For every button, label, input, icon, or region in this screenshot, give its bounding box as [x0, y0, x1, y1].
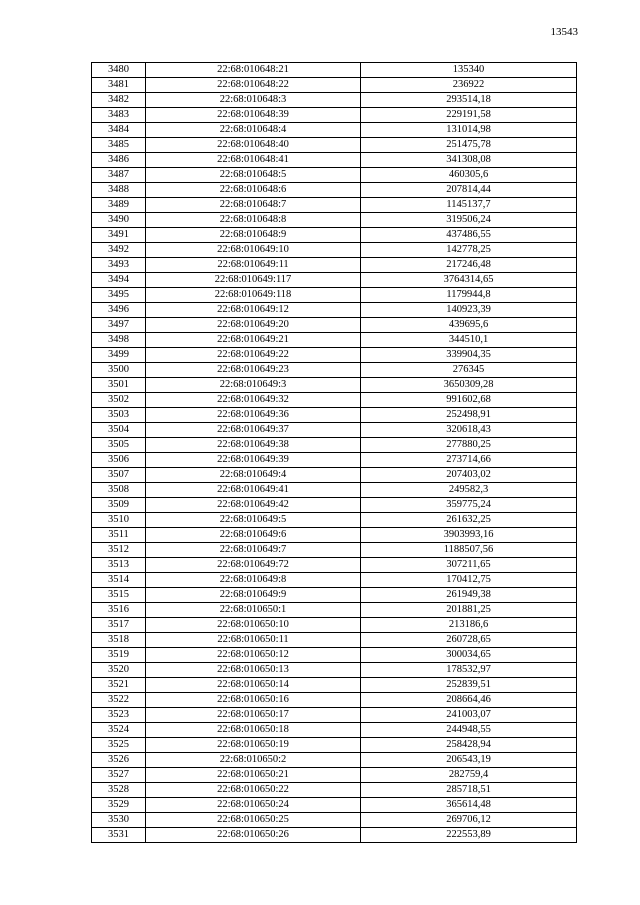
cadastral-number-cell: 22:68:010649:9 [146, 588, 361, 603]
value-cell: 300034,65 [361, 648, 577, 663]
table-row [92, 408, 577, 423]
cadastral-number-cell: 22:68:010650:13 [146, 663, 361, 678]
value-cell: 206543,19 [361, 753, 577, 768]
table-row [92, 273, 577, 288]
cadastral-number-cell: 22:68:010650:22 [146, 783, 361, 798]
table-row [92, 618, 577, 633]
row-number-cell: 3495 [92, 288, 146, 303]
table-row [92, 588, 577, 603]
table-row [92, 828, 577, 843]
value-cell: 142778,25 [361, 243, 577, 258]
cadastral-number-cell: 22:68:010650:18 [146, 723, 361, 738]
cadastral-number-cell: 22:68:010649:6 [146, 528, 361, 543]
row-number-cell: 3494 [92, 273, 146, 288]
cadastral-number-cell: 22:68:010649:32 [146, 393, 361, 408]
table-row [92, 153, 577, 168]
cadastral-number-cell: 22:68:010649:21 [146, 333, 361, 348]
cadastral-number-cell: 22:68:010648:8 [146, 213, 361, 228]
table-body [92, 63, 577, 843]
row-number-cell: 3525 [92, 738, 146, 753]
cadastral-number-cell: 22:68:010649:8 [146, 573, 361, 588]
table-row [92, 498, 577, 513]
row-number-cell: 3501 [92, 378, 146, 393]
row-number-cell: 3530 [92, 813, 146, 828]
row-number-cell: 3523 [92, 708, 146, 723]
value-cell: 261949,38 [361, 588, 577, 603]
value-cell: 3903993,16 [361, 528, 577, 543]
value-cell: 282759,4 [361, 768, 577, 783]
value-cell: 437486,55 [361, 228, 577, 243]
cadastral-number-cell: 22:68:010648:39 [146, 108, 361, 123]
table-row [92, 603, 577, 618]
value-cell: 201881,25 [361, 603, 577, 618]
value-cell: 170412,75 [361, 573, 577, 588]
cadastral-number-cell: 22:68:010649:42 [146, 498, 361, 513]
row-number-cell: 3518 [92, 633, 146, 648]
table-row [92, 558, 577, 573]
row-number-cell: 3522 [92, 693, 146, 708]
table-row [92, 423, 577, 438]
table-row [92, 123, 577, 138]
row-number-cell: 3493 [92, 258, 146, 273]
row-number-cell: 3499 [92, 348, 146, 363]
row-number-cell: 3480 [92, 63, 146, 78]
table-row [92, 213, 577, 228]
cadastral-number-cell: 22:68:010650:2 [146, 753, 361, 768]
row-number-cell: 3519 [92, 648, 146, 663]
row-number-cell: 3488 [92, 183, 146, 198]
table-row [92, 363, 577, 378]
row-number-cell: 3516 [92, 603, 146, 618]
table-row [92, 468, 577, 483]
table-row [92, 693, 577, 708]
cadastral-number-cell: 22:68:010649:41 [146, 483, 361, 498]
row-number-cell: 3508 [92, 483, 146, 498]
table-row [92, 633, 577, 648]
table-row [92, 438, 577, 453]
cadastral-number-cell: 22:68:010650:25 [146, 813, 361, 828]
value-cell: 273714,66 [361, 453, 577, 468]
table-row [92, 108, 577, 123]
cadastral-number-cell: 22:68:010649:23 [146, 363, 361, 378]
table-row [92, 258, 577, 273]
table-row [92, 753, 577, 768]
row-number-cell: 3512 [92, 543, 146, 558]
row-number-cell: 3503 [92, 408, 146, 423]
row-number-cell: 3514 [92, 573, 146, 588]
value-cell: 252498,91 [361, 408, 577, 423]
value-cell: 249582,3 [361, 483, 577, 498]
table-row [92, 288, 577, 303]
row-number-cell: 3517 [92, 618, 146, 633]
cadastral-number-cell: 22:68:010648:5 [146, 168, 361, 183]
row-number-cell: 3504 [92, 423, 146, 438]
value-cell: 131014,98 [361, 123, 577, 138]
row-number-cell: 3496 [92, 303, 146, 318]
table-row [92, 543, 577, 558]
cadastral-number-cell: 22:68:010649:36 [146, 408, 361, 423]
cadastral-number-cell: 22:68:010648:4 [146, 123, 361, 138]
row-number-cell: 3531 [92, 828, 146, 843]
value-cell: 991602,68 [361, 393, 577, 408]
row-number-cell: 3528 [92, 783, 146, 798]
cadastral-number-cell: 22:68:010649:10 [146, 243, 361, 258]
table-row [92, 513, 577, 528]
cadastral-number-cell: 22:68:010649:12 [146, 303, 361, 318]
value-cell: 359775,24 [361, 498, 577, 513]
cadastral-number-cell: 22:68:010649:5 [146, 513, 361, 528]
row-number-cell: 3482 [92, 93, 146, 108]
row-number-cell: 3510 [92, 513, 146, 528]
cadastral-number-cell: 22:68:010649:3 [146, 378, 361, 393]
cadastral-number-cell: 22:68:010648:6 [146, 183, 361, 198]
value-cell: 135340 [361, 63, 577, 78]
value-cell: 319506,24 [361, 213, 577, 228]
value-cell: 365614,48 [361, 798, 577, 813]
row-number-cell: 3513 [92, 558, 146, 573]
cadastral-number-cell: 22:68:010650:10 [146, 618, 361, 633]
row-number-cell: 3485 [92, 138, 146, 153]
cadastral-number-cell: 22:68:010650:1 [146, 603, 361, 618]
cadastral-number-cell: 22:68:010650:19 [146, 738, 361, 753]
value-cell: 293514,18 [361, 93, 577, 108]
value-cell: 3650309,28 [361, 378, 577, 393]
row-number-cell: 3529 [92, 798, 146, 813]
row-number-cell: 3481 [92, 78, 146, 93]
table-row [92, 303, 577, 318]
cadastral-number-cell: 22:68:010650:14 [146, 678, 361, 693]
value-cell: 1188507,56 [361, 543, 577, 558]
row-number-cell: 3484 [92, 123, 146, 138]
cadastral-number-cell: 22:68:010649:117 [146, 273, 361, 288]
table-row [92, 243, 577, 258]
value-cell: 1179944,8 [361, 288, 577, 303]
row-number-cell: 3507 [92, 468, 146, 483]
cadastral-number-cell: 22:68:010648:9 [146, 228, 361, 243]
table-row [92, 723, 577, 738]
cadastral-number-cell: 22:68:010649:20 [146, 318, 361, 333]
cadastral-number-cell: 22:68:010648:3 [146, 93, 361, 108]
value-cell: 229191,58 [361, 108, 577, 123]
cadastral-number-cell: 22:68:010648:40 [146, 138, 361, 153]
table-row [92, 228, 577, 243]
value-cell: 276345 [361, 363, 577, 378]
table-row [92, 138, 577, 153]
row-number-cell: 3486 [92, 153, 146, 168]
cadastral-number-cell: 22:68:010649:39 [146, 453, 361, 468]
cadastral-number-cell: 22:68:010650:24 [146, 798, 361, 813]
row-number-cell: 3487 [92, 168, 146, 183]
cadastral-number-cell: 22:68:010649:118 [146, 288, 361, 303]
value-cell: 258428,94 [361, 738, 577, 753]
value-cell: 344510,1 [361, 333, 577, 348]
row-number-cell: 3500 [92, 363, 146, 378]
table-row [92, 783, 577, 798]
row-number-cell: 3509 [92, 498, 146, 513]
cadastral-number-cell: 22:68:010650:21 [146, 768, 361, 783]
cadastral-number-cell: 22:68:010649:7 [146, 543, 361, 558]
value-cell: 307211,65 [361, 558, 577, 573]
value-cell: 3764314,65 [361, 273, 577, 288]
value-cell: 208664,46 [361, 693, 577, 708]
value-cell: 277880,25 [361, 438, 577, 453]
cadastral-number-cell: 22:68:010650:16 [146, 693, 361, 708]
table-row [92, 648, 577, 663]
cadastral-number-cell: 22:68:010649:37 [146, 423, 361, 438]
value-cell: 236922 [361, 78, 577, 93]
value-cell: 217246,48 [361, 258, 577, 273]
table-row [92, 183, 577, 198]
value-cell: 341308,08 [361, 153, 577, 168]
row-number-cell: 3490 [92, 213, 146, 228]
cadastral-number-cell: 22:68:010648:21 [146, 63, 361, 78]
table-row [92, 768, 577, 783]
value-cell: 320618,43 [361, 423, 577, 438]
table-row [92, 453, 577, 468]
cadastral-number-cell: 22:68:010650:12 [146, 648, 361, 663]
value-cell: 178532,97 [361, 663, 577, 678]
cadastral-number-cell: 22:68:010649:22 [146, 348, 361, 363]
value-cell: 1145137,7 [361, 198, 577, 213]
row-number-cell: 3521 [92, 678, 146, 693]
data-table [91, 62, 577, 843]
row-number-cell: 3491 [92, 228, 146, 243]
table-row [92, 333, 577, 348]
value-cell: 460305,6 [361, 168, 577, 183]
table-row [92, 168, 577, 183]
cadastral-number-cell: 22:68:010650:26 [146, 828, 361, 843]
table-row [92, 798, 577, 813]
table-row [92, 573, 577, 588]
value-cell: 213186,6 [361, 618, 577, 633]
table-row [92, 708, 577, 723]
row-number-cell: 3483 [92, 108, 146, 123]
cadastral-number-cell: 22:68:010648:7 [146, 198, 361, 213]
table-row [92, 63, 577, 78]
table-row [92, 393, 577, 408]
cadastral-number-cell: 22:68:010649:11 [146, 258, 361, 273]
value-cell: 260728,65 [361, 633, 577, 648]
table-row [92, 528, 577, 543]
cadastral-number-cell: 22:68:010650:11 [146, 633, 361, 648]
value-cell: 244948,55 [361, 723, 577, 738]
value-cell: 285718,51 [361, 783, 577, 798]
table-row [92, 663, 577, 678]
value-cell: 252839,51 [361, 678, 577, 693]
cadastral-number-cell: 22:68:010649:72 [146, 558, 361, 573]
row-number-cell: 3515 [92, 588, 146, 603]
cadastral-number-cell: 22:68:010648:22 [146, 78, 361, 93]
row-number-cell: 3506 [92, 453, 146, 468]
row-number-cell: 3511 [92, 528, 146, 543]
table-row [92, 678, 577, 693]
row-number-cell: 3524 [92, 723, 146, 738]
cadastral-number-cell: 22:68:010648:41 [146, 153, 361, 168]
table-row [92, 318, 577, 333]
table-row [92, 78, 577, 93]
table-row [92, 483, 577, 498]
cadastral-number-cell: 22:68:010649:38 [146, 438, 361, 453]
value-cell: 251475,78 [361, 138, 577, 153]
table-row [92, 813, 577, 828]
value-cell: 207403,02 [361, 468, 577, 483]
value-cell: 269706,12 [361, 813, 577, 828]
table-row [92, 348, 577, 363]
value-cell: 339904,35 [361, 348, 577, 363]
row-number-cell: 3526 [92, 753, 146, 768]
cadastral-number-cell: 22:68:010649:4 [146, 468, 361, 483]
row-number-cell: 3498 [92, 333, 146, 348]
cadastral-number-cell: 22:68:010650:17 [146, 708, 361, 723]
row-number-cell: 3520 [92, 663, 146, 678]
page-number: 13543 [550, 26, 578, 38]
value-cell: 222553,89 [361, 828, 577, 843]
table-row [92, 93, 577, 108]
value-cell: 207814,44 [361, 183, 577, 198]
table-row [92, 198, 577, 213]
value-cell: 241003,07 [361, 708, 577, 723]
row-number-cell: 3527 [92, 768, 146, 783]
row-number-cell: 3497 [92, 318, 146, 333]
row-number-cell: 3502 [92, 393, 146, 408]
row-number-cell: 3492 [92, 243, 146, 258]
row-number-cell: 3489 [92, 198, 146, 213]
value-cell: 261632,25 [361, 513, 577, 528]
table-row [92, 378, 577, 393]
value-cell: 140923,39 [361, 303, 577, 318]
value-cell: 439695,6 [361, 318, 577, 333]
table-row [92, 738, 577, 753]
row-number-cell: 3505 [92, 438, 146, 453]
